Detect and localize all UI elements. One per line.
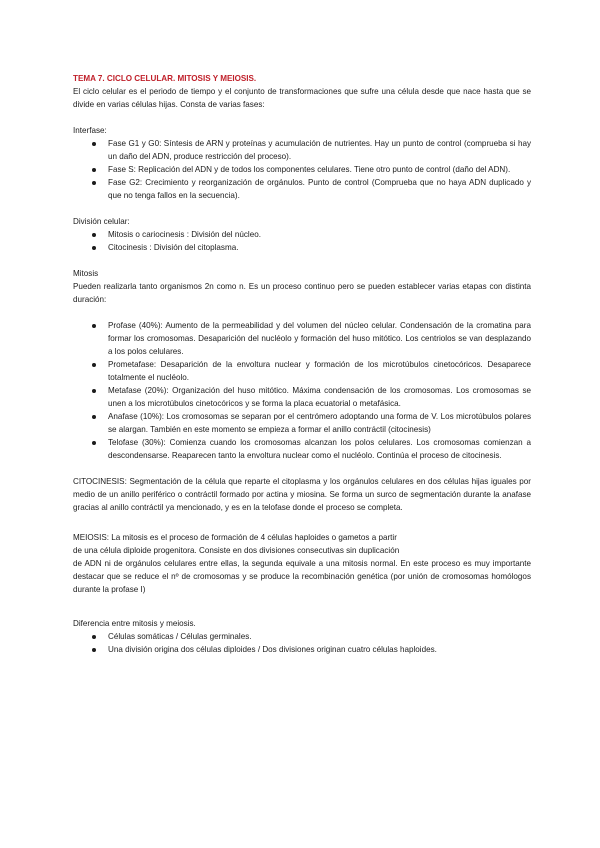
mitosis-phases-list [73, 319, 531, 462]
diferencia-list [73, 630, 531, 656]
meiosis-line-1: MEIOSIS: La mitosis es el proceso de formación de 4 células haploides o gametos a partir [73, 533, 397, 542]
list-item: Anafase (10%): Los cromosomas se separan por el centrómero adoptando una forma de V. Los microtúbulos polares se alargan. También en este momento se empieza a formar el anillo contráctil (citocinesis) [73, 410, 531, 436]
diferencia-heading: Diferencia entre mitosis y meiosis. [73, 619, 196, 628]
division-list [73, 228, 531, 254]
document-title: TEMA 7. CICLO CELULAR. MITOSIS Y MEIOSIS. [73, 74, 257, 83]
document-page [73, 72, 531, 656]
list-item: Fase G1 y G0: Síntesis de ARN y proteínas y acumulación de nutrientes. Hay un punto de control (comprueba si hay un daño del ADN, produce restricción del proceso). [73, 137, 531, 163]
list-item: Una división origina dos células diploides / Dos divisiones originan cuatro células haploides. [73, 643, 531, 656]
list-item: Citocinesis : División del citoplasma. [73, 241, 531, 254]
list-item: Telofase (30%): Comienza cuando los cromosomas alcanzan los polos celulares. Los cromosomas comienzan a descondensarse. Reaparecen tanto la envoltura nuclear como el nucléolo. Continúa el proceso de citocinesis. [73, 436, 531, 462]
meiosis-paragraph: de ADN ni de orgánulos celulares entre ellas, la segunda equivale a una mitosis normal. En este proceso es muy importante destacar que se reduce el nº de cromosomas y se produce la recombinación genética (por unión de cromosomas homólogos durante la profase I) [73, 559, 531, 594]
citocinesis-paragraph: CITOCINESIS: Segmentación de la célula que reparte el citoplasma y los orgánulos celulares en dos células hijas iguales por medio de un anillo periférico o contráctil formado por actina y miosina. Se forma un surco de segmentación durante la anafase gracias al anillo contráctil ya mencionado, y es en la telofase donde el proceso se completa. [73, 477, 531, 512]
list-item: Fase G2: Crecimiento y reorganización de orgánulos. Punto de control (Comprueba que no haya ADN duplicado y que no tenga fallos en la secuencia). [73, 176, 531, 202]
interfase-list [73, 137, 531, 202]
list-item: Prometafase: Desaparición de la envoltura nuclear y formación de los microtúbulos cinetocóricos. Desaparece totalmente el nucléolo. [73, 358, 531, 384]
mitosis-heading: Mitosis [73, 269, 99, 278]
division-heading: División celular: [73, 217, 130, 226]
list-item: Mitosis o cariocinesis : División del núcleo. [73, 228, 531, 241]
mitosis-intro: Pueden realizarla tanto organismos 2n como n. Es un proceso continuo pero se pueden establecer varias etapas con distinta duración: [73, 282, 531, 304]
list-item: Fase S: Replicación del ADN y de todos los componentes celulares. Tiene otro punto de control (daño del ADN). [73, 163, 531, 176]
interfase-heading: Interfase: [73, 126, 107, 135]
list-item: Metafase (20%): Organización del huso mitótico. Máxima condensación de los cromosomas. Los cromosomas se unen a los microtúbulos cinetocóricos y se forma la placa ecuatorial o metafásica. [73, 384, 531, 410]
intro-paragraph: El ciclo celular es el periodo de tiempo y el conjunto de transformaciones que sufre una célula desde que nace hasta que se divide en varias células hijas. Consta de varias fases: [73, 87, 531, 109]
meiosis-line-2: de una célula diploide progenitora. Consiste en dos divisiones consecutivas sin duplicación [73, 546, 400, 555]
list-item: Profase (40%): Aumento de la permeabilidad y del volumen del núcleo celular. Condensación de la cromatina para formar los cromosomas. Desaparición del nucléolo y formación del huso mitótico. Los centriolos se van desplazando a los polos celulares. [73, 319, 531, 358]
list-item: Células somáticas / Células germinales. [73, 630, 531, 643]
